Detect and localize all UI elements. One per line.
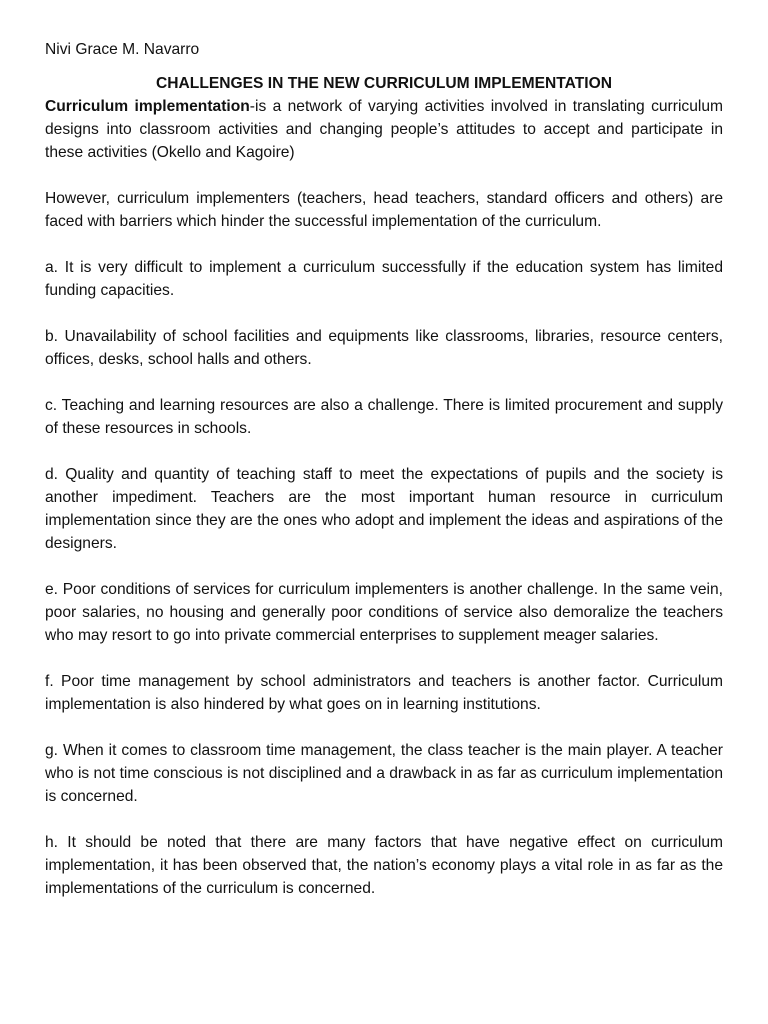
- intro-paragraph: [45, 95, 723, 164]
- intro-definition: -is a network of varying activities involved in translating curriculum designs into classroom activities and changing people’s attitudes to accept and participate in these activities (Okello and Kagoire): [45, 98, 724, 161]
- document-title: CHALLENGES IN THE NEW CURRICULUM IMPLEMENTATION: [156, 75, 612, 92]
- paragraph-item-e: e. Poor conditions of services for curriculum implementers is another challenge. In the same vein, poor salaries, no housing and generally poor conditions of service also demoralize the teachers who may resort to go into private commercial enterprises to supplement meager salaries.: [45, 581, 723, 644]
- document-page: [45, 38, 723, 923]
- paragraph-item-a: a. It is very difficult to implement a curriculum successfully if the education system has limited funding capacities.: [45, 259, 723, 299]
- paragraph-item-d: d. Quality and quantity of teaching staff to meet the expectations of pupils and the society is another impediment. Teachers are the most important human resource in curriculum implementation since they are the ones who adopt and implement the ideas and aspirations of the designers.: [45, 466, 723, 552]
- paragraph-item-b: b. Unavailability of school facilities and equipments like classrooms, libraries, resource centers, offices, desks, school halls and others.: [45, 328, 723, 368]
- paragraph-barriers: However, curriculum implementers (teachers, head teachers, standard officers and others) are faced with barriers which hinder the successful implementation of the curriculum.: [45, 190, 723, 230]
- paragraph-item-h: h. It should be noted that there are many factors that have negative effect on curriculum implementation, it has been observed that, the nation’s economy plays a vital role in as far as the implementations of the curriculum is concerned.: [45, 834, 723, 897]
- paragraph-item-g: g. When it comes to classroom time management, the class teacher is the main player. A teacher who is not time conscious is not disciplined and a drawback in as far as curriculum implementation is concerned.: [45, 742, 723, 805]
- author-name: Nivi Grace M. Navarro: [45, 41, 200, 58]
- paragraph-item-c: c. Teaching and learning resources are also a challenge. There is limited procurement and supply of these resources in schools.: [45, 397, 723, 437]
- paragraph-item-f: f. Poor time management by school administrators and teachers is another factor. Curriculum implementation is also hindered by what goes on in learning institutions.: [45, 673, 723, 713]
- intro-term: Curriculum implementation: [45, 98, 250, 115]
